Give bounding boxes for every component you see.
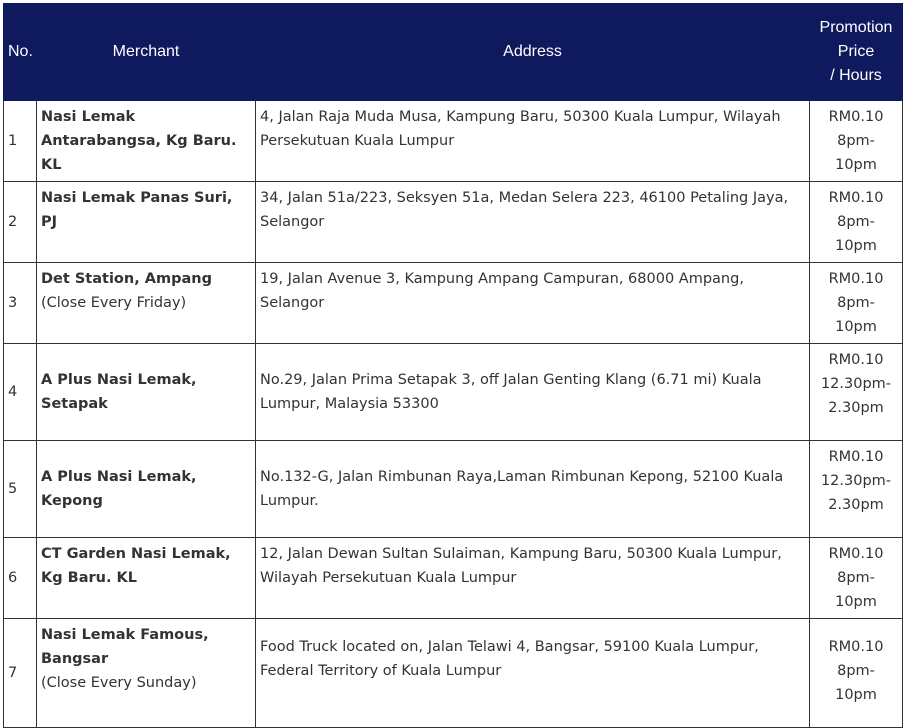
promotion-hours: 8pm- 10pm xyxy=(835,214,877,254)
merchant-name: Nasi Lemak Famous, Bangsar xyxy=(41,627,209,667)
row-number: 5 xyxy=(4,441,37,538)
promotion-hours: 8pm- 10pm xyxy=(835,133,877,173)
row-number: 6 xyxy=(4,538,37,619)
merchant-name: Nasi Lemak Panas Suri, PJ xyxy=(41,190,233,230)
merchant-name: CT Garden Nasi Lemak, Kg Baru. KL xyxy=(41,546,231,586)
table-row xyxy=(4,538,903,619)
merchant-cell xyxy=(37,263,256,344)
merchant-name: A Plus Nasi Lemak, Kepong xyxy=(41,469,197,509)
promotion-price: RM0.10 xyxy=(828,639,884,655)
row-number: 2 xyxy=(4,182,37,263)
promotion-table-container xyxy=(3,3,903,728)
promotion-cell xyxy=(810,182,903,263)
row-number: 4 xyxy=(4,344,37,441)
merchant-cell xyxy=(37,344,256,441)
address-cell: Food Truck located on, Jalan Telawi 4, Bangsar, 59100 Kuala Lumpur, Federal Territory of Kuala Lumpur xyxy=(256,619,810,728)
table-row xyxy=(4,182,903,263)
promotion-price: RM0.10 xyxy=(828,190,884,206)
table-row xyxy=(4,344,903,441)
header-merchant: Merchant xyxy=(37,4,256,101)
promotion-price: RM0.10 xyxy=(828,352,884,368)
merchant-cell xyxy=(37,441,256,538)
promotion-price: RM0.10 xyxy=(828,449,884,465)
header-promotion xyxy=(810,4,903,101)
row-number: 3 xyxy=(4,263,37,344)
address-cell: 19, Jalan Avenue 3, Kampung Ampang Campuran, 68000 Ampang, Selangor xyxy=(256,263,810,344)
promotion-price: RM0.10 xyxy=(828,271,884,287)
merchant-note: (Close Every Friday) xyxy=(41,295,187,311)
promotion-cell xyxy=(810,538,903,619)
address-cell: 34, Jalan 51a/223, Seksyen 51a, Medan Selera 223, 46100 Petaling Jaya, Selangor xyxy=(256,182,810,263)
header-no: No. xyxy=(4,4,37,101)
promotion-cell xyxy=(810,344,903,441)
promotion-cell xyxy=(810,101,903,182)
address-cell: No.29, Jalan Prima Setapak 3, off Jalan Genting Klang (6.71 mi) Kuala Lumpur, Malaysia 53300 xyxy=(256,344,810,441)
table-row xyxy=(4,619,903,728)
promotion-hours: 12.30pm- 2.30pm xyxy=(820,473,892,513)
row-number: 7 xyxy=(4,619,37,728)
promotion-hours: 12.30pm- 2.30pm xyxy=(820,376,892,416)
promotion-cell xyxy=(810,263,903,344)
promotion-price: RM0.10 xyxy=(828,546,884,562)
merchant-name: A Plus Nasi Lemak, Setapak xyxy=(41,372,197,412)
header-address: Address xyxy=(256,4,810,101)
merchant-cell xyxy=(37,538,256,619)
table-row xyxy=(4,263,903,344)
table-row xyxy=(4,441,903,538)
header-promotion-line2: Price xyxy=(837,43,875,60)
promotion-price: RM0.10 xyxy=(828,109,884,125)
promotion-cell xyxy=(810,441,903,538)
table-body xyxy=(4,101,903,728)
merchant-name: Nasi Lemak Antarabangsa, Kg Baru. KL xyxy=(41,109,237,173)
table-header xyxy=(4,4,903,101)
table-row xyxy=(4,101,903,182)
promotion-hours: 8pm- 10pm xyxy=(835,570,877,610)
header-promotion-line3: / Hours xyxy=(830,67,882,84)
address-cell: 12, Jalan Dewan Sultan Sulaiman, Kampung Baru, 50300 Kuala Lumpur, Wilayah Persekutuan Kuala Lumpur xyxy=(256,538,810,619)
promotion-cell xyxy=(810,619,903,728)
address-cell: No.132-G, Jalan Rimbunan Raya,Laman Rimbunan Kepong, 52100 Kuala Lumpur. xyxy=(256,441,810,538)
merchant-name: Det Station, Ampang xyxy=(41,271,212,287)
promotion-hours: 8pm- 10pm xyxy=(835,295,877,335)
promotion-table xyxy=(3,3,903,728)
promotion-hours: 8pm- 10pm xyxy=(835,663,877,703)
address-cell: 4, Jalan Raja Muda Musa, Kampung Baru, 50300 Kuala Lumpur, Wilayah Persekutuan Kuala Lumpur xyxy=(256,101,810,182)
merchant-cell xyxy=(37,101,256,182)
merchant-cell xyxy=(37,182,256,263)
header-row xyxy=(4,4,903,101)
merchant-note: (Close Every Sunday) xyxy=(41,675,197,691)
merchant-cell xyxy=(37,619,256,728)
row-number: 1 xyxy=(4,101,37,182)
header-promotion-line1: Promotion xyxy=(819,19,893,36)
